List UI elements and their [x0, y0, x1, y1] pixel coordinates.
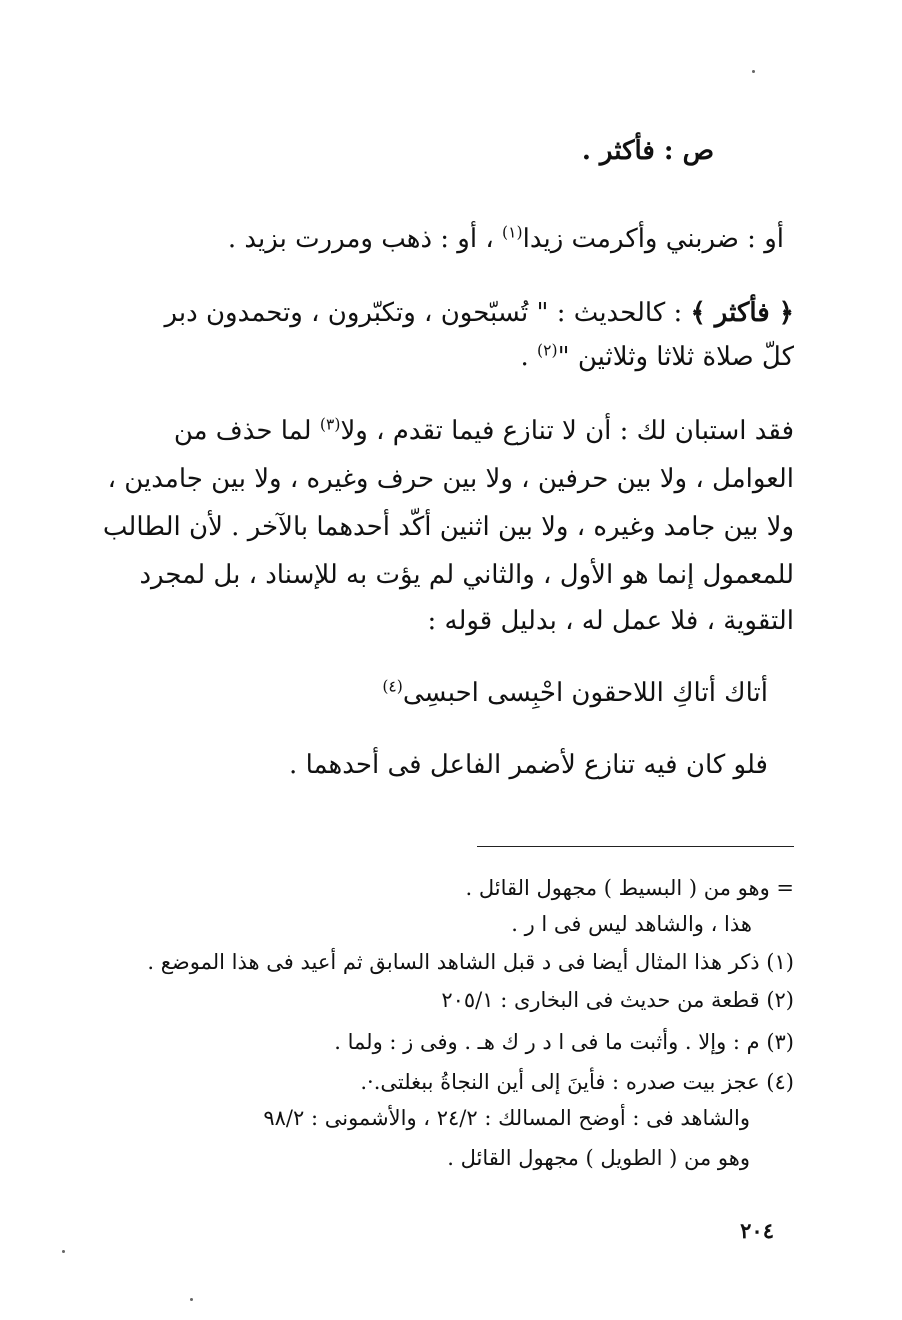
conclusion-line: فلو كان فيه تنازع لأضمر الفاعل فى أحدهما . [289, 750, 768, 780]
footnote-continued-1: = وهو من ( البسيط ) مجهول القائل . [465, 876, 794, 900]
paragraph-line-2: العوامل ، ولا بين حرفين ، ولا بين حرف وغيره ، ولا بين جامدين ، [107, 464, 794, 494]
footnote-ref-4: (٤) [382, 677, 403, 696]
paragraph-line-3: ولا بين جامد وغيره ، ولا بين اثنين أكّد أحدهما بالآخر . لأن الطالب [102, 512, 794, 542]
scan-speck [752, 70, 755, 73]
verse-line [382, 677, 768, 708]
paragraph-line-5: التقوية ، فلا عمل له ، بدليل قوله : [427, 606, 794, 636]
footnote-ref-2: (٢) [537, 341, 558, 360]
footnote-4: (٤) عجز بيت صدره : فأينَ إلى أين النجاةُ ببغلتى.·. [360, 1070, 794, 1094]
paragraph-line-4: للمعمول إنما هو الأول ، والثاني لم يؤت به للإسناد ، بل لمجرد [139, 560, 794, 590]
paragraph-text: فقد استبان لك : أن لا تنازع فيما تقدم ، ولا [340, 416, 794, 446]
example-line [227, 223, 784, 254]
hadith-text: : كالحديث : " تُسبّحون ، وتكبّرون ، وتحمدون دبر [164, 298, 683, 328]
hadith-text-cont: كلّ صلاة ثلاثا وثلاثين " [557, 342, 794, 372]
section-heading [582, 138, 714, 164]
footnote-ref-1: (١) [502, 223, 523, 242]
footnote-4-continued-1: والشاهد فى : أوضح المسالك : ٢٤/٢ ، والأشمونى : ٩٨/٢ [263, 1106, 750, 1130]
footnote-ref-3: (٣) [319, 415, 341, 434]
footnote-1: (١) ذكر هذا المثال أيضا فى د قبل الشاهد السابق ثم أعيد فى هذا الموضع . [147, 950, 794, 974]
hadith-end: . [520, 342, 529, 372]
scan-speck [190, 1298, 193, 1301]
example-text-cont: ، أو : ذهب ومررت بزيد . [227, 224, 494, 254]
footnote-continued-2: هذا ، والشاهد ليس فى ا ر . [511, 912, 752, 936]
hadith-line-2 [520, 341, 795, 372]
example-text: أو : ضربني وأكرمت زيدا [522, 224, 784, 254]
footnote-4-continued-2: وهو من ( الطويل ) مجهول القائل . [447, 1146, 750, 1170]
footnote-separator [477, 846, 794, 847]
footnote-2: (٢) قطعة من حديث فى البخارى : ٢٠٥/١ [441, 988, 794, 1012]
heading-text: : فأكثر . [581, 136, 674, 166]
hadith-term: ﴿ فأكثر ﴾ [690, 298, 794, 328]
verse-text: أتاك أتاكِ اللاحقون احْبِسى احبسِى [402, 678, 768, 708]
paragraph-text-cont: لما حذف من [173, 416, 312, 446]
footnote-3: (٣) م : وإلا . وأثبت ما فى ا د ر ك هـ . وفى ز : ولما . [334, 1030, 794, 1054]
hadith-line-1 [165, 300, 794, 326]
heading-marker: ص [682, 136, 714, 166]
page-number: ٢٠٤ [740, 1218, 774, 1243]
scan-speck [62, 1250, 65, 1253]
paragraph-line-1 [173, 415, 794, 446]
